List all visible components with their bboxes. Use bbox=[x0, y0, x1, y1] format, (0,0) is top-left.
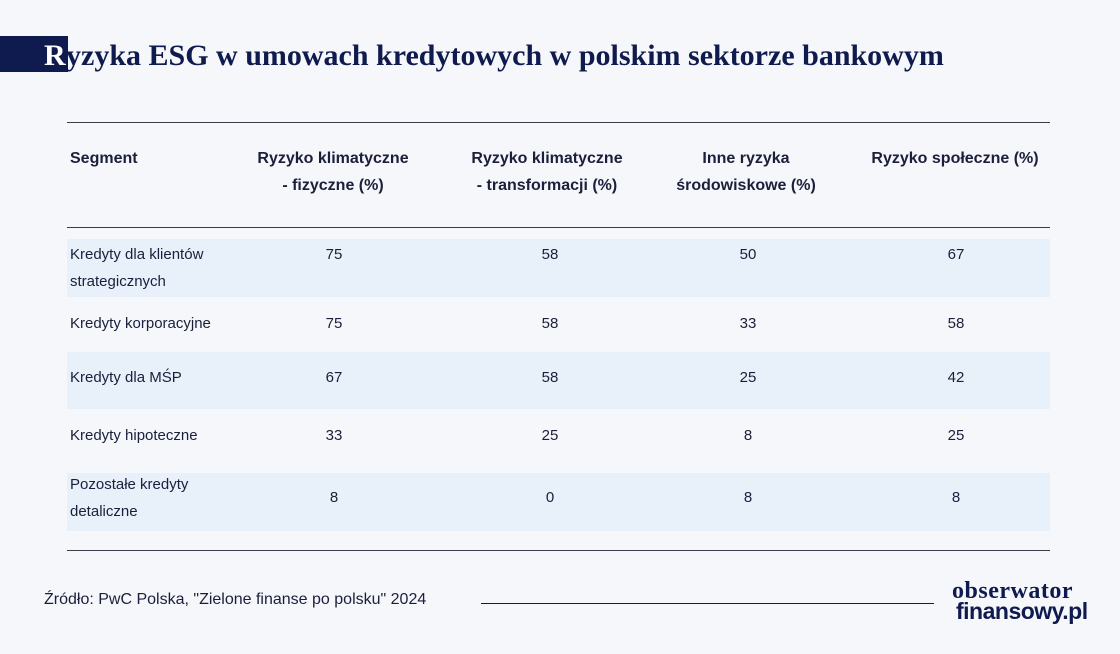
value-social: 8 bbox=[951, 489, 961, 506]
value-transition: 25 bbox=[541, 427, 559, 444]
col-header-transition: Ryzyko klimatyczne - transformacji (%) bbox=[471, 150, 623, 194]
table-bottom-rule bbox=[67, 550, 1050, 551]
value-environmental: 33 bbox=[739, 315, 757, 332]
value-physical: 75 bbox=[325, 315, 343, 332]
col-header-social: Ryzyko społeczne (%) bbox=[871, 150, 1039, 167]
table-row bbox=[67, 473, 1050, 531]
value-environmental: 8 bbox=[743, 489, 753, 506]
table-header-rule bbox=[67, 227, 1050, 228]
source-note: Źródło: PwC Polska, "Zielone finanse po polsku" 2024 bbox=[44, 591, 427, 608]
col-header-environmental: Inne ryzyka środowiskowe (%) bbox=[676, 150, 816, 194]
page-title: yzyka ESG w umowach kredytowych w polskim sektorze bankowym bbox=[66, 39, 944, 72]
title-first-letter: R bbox=[44, 39, 66, 72]
value-environmental: 50 bbox=[739, 246, 757, 263]
table-top-rule bbox=[67, 122, 1050, 123]
table-row bbox=[67, 239, 1050, 297]
value-transition: 58 bbox=[541, 369, 559, 386]
col-header-physical: Ryzyko klimatyczne - fizyczne (%) bbox=[257, 150, 409, 194]
value-physical: 33 bbox=[325, 427, 343, 444]
table-row bbox=[67, 297, 1050, 352]
value-transition: 0 bbox=[545, 489, 555, 506]
brand-logo bbox=[946, 578, 1096, 628]
value-transition: 58 bbox=[541, 315, 559, 332]
value-physical: 67 bbox=[325, 369, 343, 386]
segment-label: Kredyty dla MŚP bbox=[70, 369, 182, 386]
value-physical: 8 bbox=[329, 489, 339, 506]
table-row bbox=[67, 352, 1050, 409]
value-transition: 58 bbox=[541, 246, 559, 263]
value-social: 25 bbox=[947, 427, 965, 444]
value-physical: 75 bbox=[325, 246, 343, 263]
value-social: 58 bbox=[947, 315, 965, 332]
value-social: 67 bbox=[947, 246, 965, 263]
source-divider bbox=[481, 603, 934, 604]
logo-line-2: finansowy.pl bbox=[956, 598, 1088, 624]
value-environmental: 8 bbox=[743, 427, 753, 444]
segment-label: Kredyty korporacyjne bbox=[70, 315, 211, 332]
logo-line-1: obserwator bbox=[952, 578, 1073, 604]
segment-label: Kredyty hipoteczne bbox=[70, 427, 198, 444]
segment-label: Kredyty dla klientów strategicznych bbox=[70, 246, 204, 290]
value-environmental: 25 bbox=[739, 369, 757, 386]
table-row bbox=[67, 409, 1050, 473]
value-social: 42 bbox=[947, 369, 965, 386]
segment-label: Pozostałe kredyty detaliczne bbox=[70, 476, 189, 520]
col-header-segment: Segment bbox=[70, 150, 138, 167]
